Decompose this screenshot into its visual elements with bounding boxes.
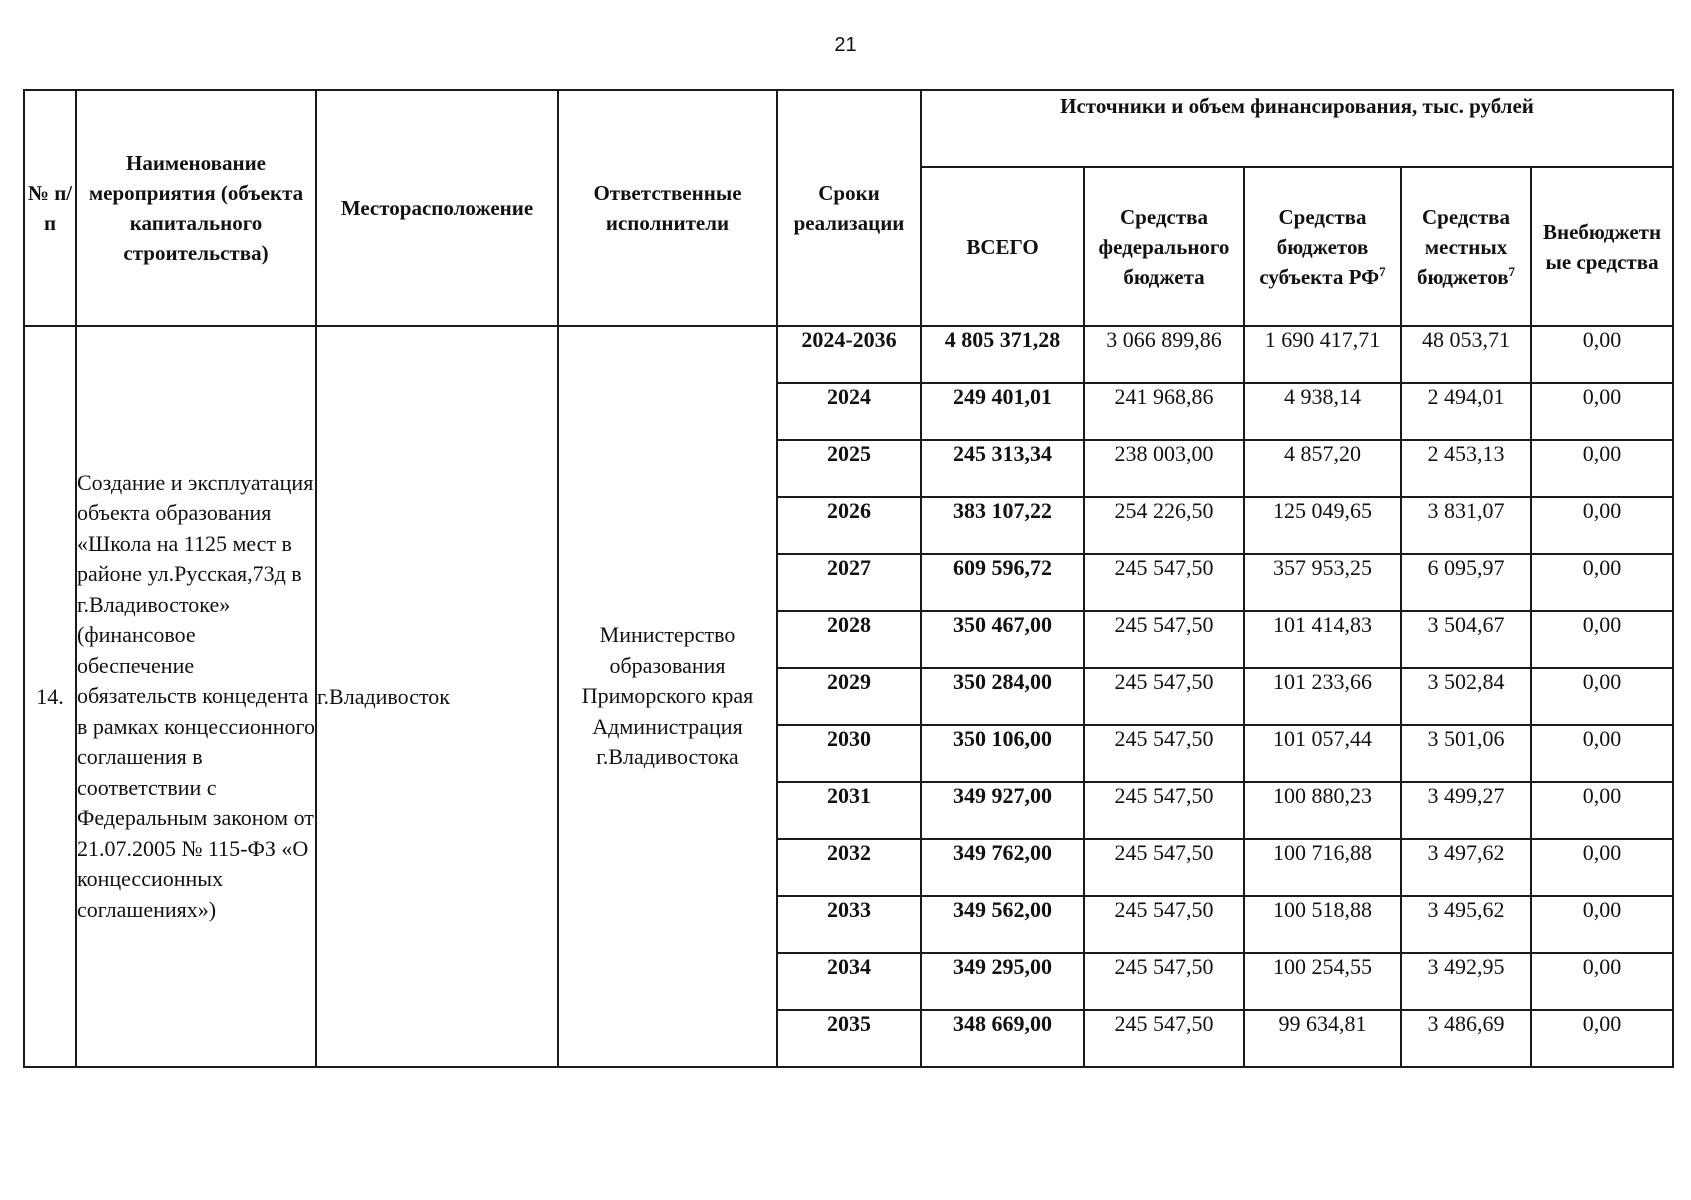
subject-cell: 101 057,44 [1244, 725, 1401, 782]
header-name: Наименование мероприятия (объекта капитального строительства) [76, 90, 316, 326]
year-cell: 2029 [777, 668, 921, 725]
year-cell: 2033 [777, 896, 921, 953]
year-cell: 2024-2036 [777, 326, 921, 383]
total-cell: 350 284,00 [921, 668, 1084, 725]
local-cell: 3 499,27 [1401, 782, 1531, 839]
header-num: № п/п [24, 90, 76, 326]
page-number: 21 [834, 34, 857, 56]
federal-cell: 245 547,50 [1084, 554, 1244, 611]
header-extra: Внебюджетн ые средства [1531, 167, 1673, 326]
subject-cell: 4 857,20 [1244, 440, 1401, 497]
local-cell: 3 504,67 [1401, 611, 1531, 668]
total-cell: 349 762,00 [921, 839, 1084, 896]
extra-cell: 0,00 [1531, 839, 1673, 896]
year-cell: 2028 [777, 611, 921, 668]
item-location: г.Владивосток [316, 326, 558, 1067]
financing-table [23, 89, 1674, 1068]
federal-cell: 238 003,00 [1084, 440, 1244, 497]
item-executors: Министерство образования Приморского края Администрация г.Владивостока [558, 326, 777, 1067]
total-cell: 249 401,01 [921, 383, 1084, 440]
extra-cell: 0,00 [1531, 554, 1673, 611]
year-cell: 2026 [777, 497, 921, 554]
year-cell: 2032 [777, 839, 921, 896]
total-cell: 348 669,00 [921, 1010, 1084, 1067]
federal-cell: 245 547,50 [1084, 782, 1244, 839]
total-cell: 609 596,72 [921, 554, 1084, 611]
extra-cell: 0,00 [1531, 725, 1673, 782]
federal-cell: 245 547,50 [1084, 953, 1244, 1010]
subject-cell: 101 414,83 [1244, 611, 1401, 668]
subject-cell: 100 716,88 [1244, 839, 1401, 896]
year-cell: 2035 [777, 1010, 921, 1067]
extra-cell: 0,00 [1531, 326, 1673, 383]
federal-cell: 241 968,86 [1084, 383, 1244, 440]
local-cell: 2 453,13 [1401, 440, 1531, 497]
header-sources-title: Источники и объем финансирования, тыс. рублей [921, 90, 1673, 167]
item-number: 14. [24, 326, 76, 1067]
subject-cell: 125 049,65 [1244, 497, 1401, 554]
header-row-top [24, 90, 1673, 167]
federal-cell: 245 547,50 [1084, 725, 1244, 782]
year-cell: 2031 [777, 782, 921, 839]
local-cell: 2 494,01 [1401, 383, 1531, 440]
federal-cell: 245 547,50 [1084, 668, 1244, 725]
subject-cell: 99 634,81 [1244, 1010, 1401, 1067]
federal-cell: 245 547,50 [1084, 1010, 1244, 1067]
table-row [24, 326, 1673, 383]
subject-cell: 357 953,25 [1244, 554, 1401, 611]
extra-cell: 0,00 [1531, 896, 1673, 953]
extra-cell: 0,00 [1531, 497, 1673, 554]
header-local [1401, 167, 1531, 326]
total-cell: 349 295,00 [921, 953, 1084, 1010]
subject-cell: 100 254,55 [1244, 953, 1401, 1010]
total-cell: 349 562,00 [921, 896, 1084, 953]
footnote-marker: 7 [1508, 263, 1516, 279]
extra-cell: 0,00 [1531, 440, 1673, 497]
total-cell: 383 107,22 [921, 497, 1084, 554]
footnote-marker: 7 [1379, 263, 1386, 279]
local-cell: 3 492,95 [1401, 953, 1531, 1010]
local-cell: 3 501,06 [1401, 725, 1531, 782]
local-cell: 6 095,97 [1401, 554, 1531, 611]
extra-cell: 0,00 [1531, 383, 1673, 440]
item-name: Создание и эксплуатация объекта образования «Школа на 1125 мест в районе ул.Русская,73д в г.Владивостоке» (финансовое обеспечение обязательств концедента в рамках концессионного соглашения в соответствии с Федеральным законом от 21.07.2005 № 115-ФЗ «О концессионных соглашениях») [76, 326, 316, 1067]
extra-cell: 0,00 [1531, 611, 1673, 668]
local-cell: 3 497,62 [1401, 839, 1531, 896]
total-cell: 4 805 371,28 [921, 326, 1084, 383]
header-location: Месторасположение [316, 90, 558, 326]
subject-cell: 100 880,23 [1244, 782, 1401, 839]
year-cell: 2024 [777, 383, 921, 440]
year-cell: 2025 [777, 440, 921, 497]
header-subject [1244, 167, 1401, 326]
header-terms: Сроки реализации [777, 90, 921, 326]
federal-cell: 245 547,50 [1084, 611, 1244, 668]
local-cell: 3 502,84 [1401, 668, 1531, 725]
header-federal: Средства федерального бюджета [1084, 167, 1244, 326]
extra-cell: 0,00 [1531, 668, 1673, 725]
total-cell: 350 106,00 [921, 725, 1084, 782]
subject-cell: 1 690 417,71 [1244, 326, 1401, 383]
extra-cell: 0,00 [1531, 1010, 1673, 1067]
header-local-label: Средства местных бюджетов [1416, 204, 1510, 289]
header-subject-label: Средства бюджетов субъекта РФ [1259, 204, 1380, 289]
table-body [24, 326, 1673, 1067]
federal-cell: 245 547,50 [1084, 839, 1244, 896]
header-total: ВСЕГО [921, 167, 1084, 326]
total-cell: 349 927,00 [921, 782, 1084, 839]
year-cell: 2027 [777, 554, 921, 611]
subject-cell: 101 233,66 [1244, 668, 1401, 725]
year-cell: 2034 [777, 953, 921, 1010]
local-cell: 3 486,69 [1401, 1010, 1531, 1067]
local-cell: 3 831,07 [1401, 497, 1531, 554]
federal-cell: 3 066 899,86 [1084, 326, 1244, 383]
subject-cell: 100 518,88 [1244, 896, 1401, 953]
total-cell: 350 467,00 [921, 611, 1084, 668]
federal-cell: 245 547,50 [1084, 896, 1244, 953]
extra-cell: 0,00 [1531, 782, 1673, 839]
local-cell: 48 053,71 [1401, 326, 1531, 383]
total-cell: 245 313,34 [921, 440, 1084, 497]
extra-cell: 0,00 [1531, 953, 1673, 1010]
year-cell: 2030 [777, 725, 921, 782]
local-cell: 3 495,62 [1401, 896, 1531, 953]
federal-cell: 254 226,50 [1084, 497, 1244, 554]
header-executors: Ответственные исполнители [558, 90, 777, 326]
subject-cell: 4 938,14 [1244, 383, 1401, 440]
